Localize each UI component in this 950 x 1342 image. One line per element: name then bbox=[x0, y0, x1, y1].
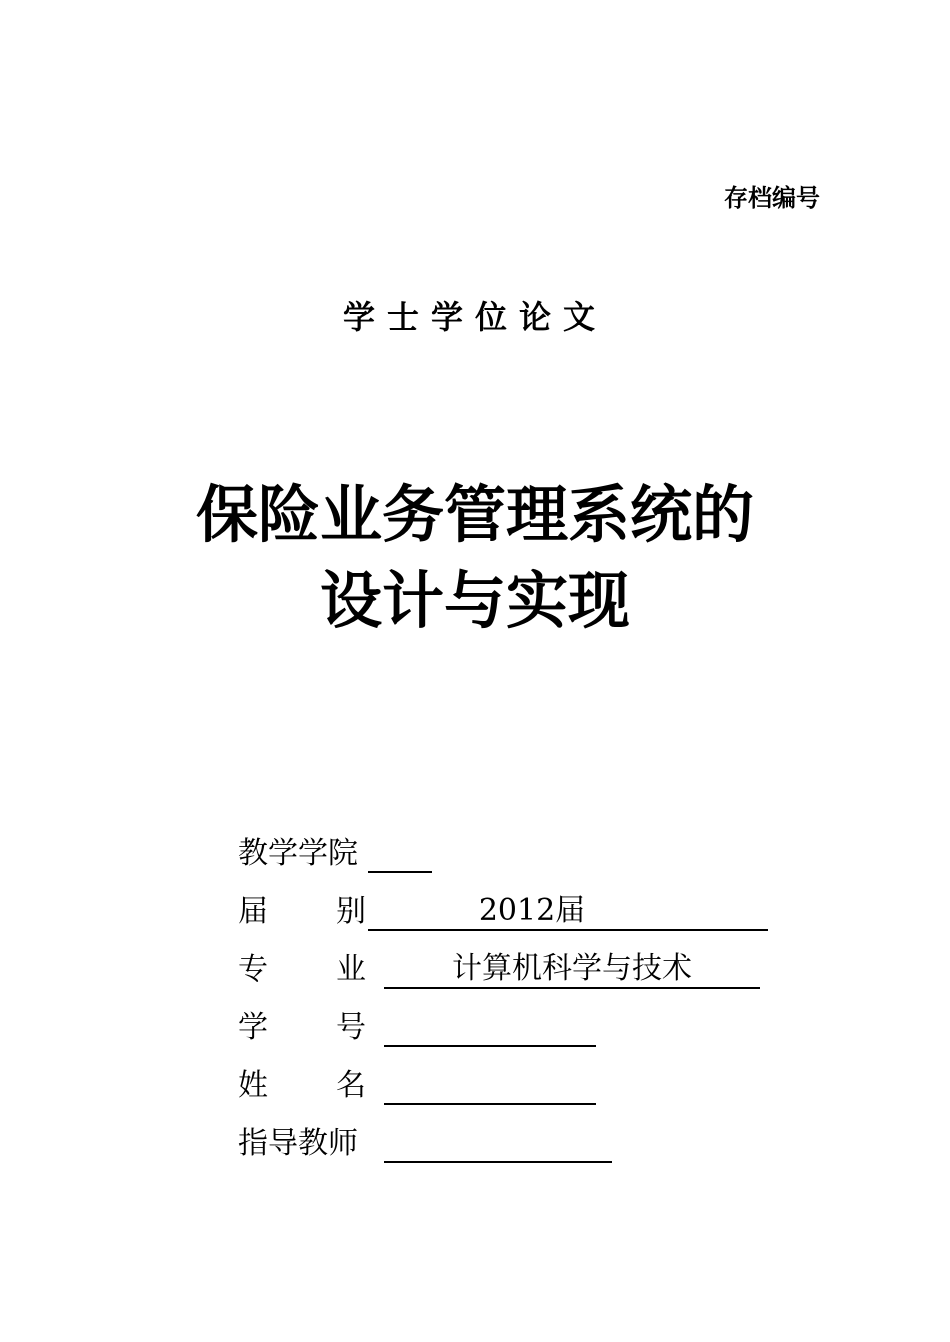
major-value bbox=[384, 951, 760, 989]
major-label-second: 业 bbox=[336, 952, 366, 987]
session-value bbox=[368, 893, 768, 931]
advisor-blank bbox=[384, 1125, 612, 1163]
college-blank bbox=[368, 835, 432, 873]
thesis-title-line-1: 保险业务管理系统的 bbox=[195, 478, 754, 551]
name-blank bbox=[384, 1067, 596, 1105]
session-value-text: 2012届 bbox=[478, 893, 586, 928]
session-label-first: 届 bbox=[238, 894, 268, 929]
degree-type-heading: 学士学位论文 bbox=[342, 298, 607, 336]
advisor-label: 指导教师 bbox=[238, 1126, 358, 1161]
major-value-text: 计算机科学与技术 bbox=[452, 951, 692, 986]
thesis-title-line-2: 设计与实现 bbox=[319, 564, 630, 637]
student-id-label-first: 学 bbox=[238, 1010, 268, 1045]
thesis-title bbox=[0, 472, 950, 644]
archive-number-label: 存档编号 bbox=[724, 184, 820, 212]
name-label-first: 姓 bbox=[238, 1068, 268, 1103]
name-label-second: 名 bbox=[336, 1068, 366, 1103]
student-id-blank bbox=[384, 1009, 596, 1047]
college-label: 教学学院 bbox=[238, 836, 358, 871]
session-label-second: 别 bbox=[336, 894, 366, 929]
student-id-label-second: 号 bbox=[336, 1010, 366, 1045]
major-label-first: 专 bbox=[238, 952, 268, 987]
